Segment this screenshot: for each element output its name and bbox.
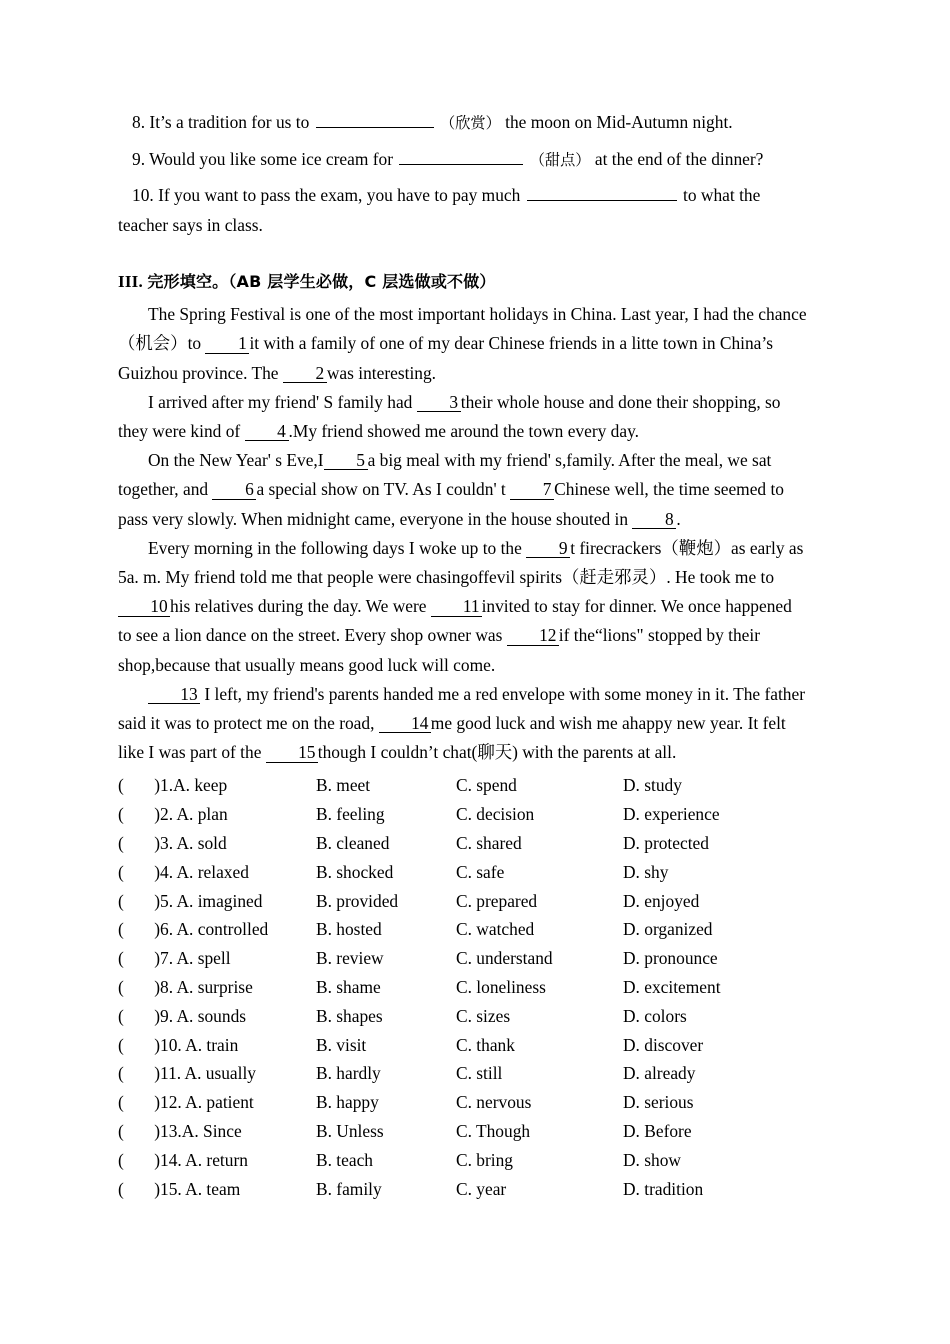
option-choice-c[interactable]: C. prepared <box>456 890 538 911</box>
passage-text: I left, my friend's parents handed me a red envelope with some money in it. The father said it was to protect me on the road, <box>118 683 806 734</box>
option-choice-c[interactable]: C. safe <box>456 861 505 882</box>
option-choice-b[interactable]: B. shocked <box>316 861 394 882</box>
option-number: 1. <box>160 775 174 796</box>
option-choice-a[interactable]: ( )1.A. keep <box>118 775 228 796</box>
option-choice-a[interactable]: ( )7. A. spell <box>118 948 231 969</box>
option-number: 13. <box>160 1121 182 1142</box>
option-number: 8. <box>160 977 177 998</box>
option-choice-d[interactable]: D. discover <box>623 1034 704 1055</box>
option-choice-c[interactable]: C. nervous <box>456 1092 532 1113</box>
item-number: 8. <box>132 112 146 132</box>
item-number: 10. <box>132 185 154 205</box>
option-choice-b[interactable]: B. happy <box>316 1092 379 1113</box>
answer-parenthesis[interactable]: ( ) <box>118 919 161 940</box>
option-choice-a[interactable]: ( )4. A. relaxed <box>118 861 249 882</box>
cloze-blank-13[interactable]: 13 <box>148 685 200 704</box>
option-choice-b[interactable]: B. family <box>316 1178 382 1199</box>
passage-text: On the New Year' s Eve,I <box>148 450 324 471</box>
option-row-14 <box>118 1146 808 1175</box>
passage-paragraph-5 <box>118 680 808 768</box>
answer-parenthesis[interactable]: ( ) <box>118 861 161 882</box>
option-number: 4. <box>160 861 177 882</box>
cloze-blank-7[interactable]: 7 <box>510 480 554 499</box>
option-choice-c[interactable]: C. year <box>456 1178 507 1199</box>
option-choice-a[interactable]: ( )11. A. usually <box>118 1063 257 1084</box>
option-choice-a[interactable]: ( )13.A. Since <box>118 1121 242 1142</box>
option-choice-a[interactable]: ( )6. A. controlled <box>118 919 269 940</box>
cloze-blank-2[interactable]: 2 <box>283 364 327 383</box>
option-choice-b[interactable]: B. cleaned <box>316 833 390 854</box>
passage-paragraph-2 <box>118 388 808 446</box>
option-choice-c[interactable]: C. loneliness <box>456 977 546 998</box>
option-number: 5. <box>160 890 177 911</box>
option-choice-a[interactable]: ( )2. A. plan <box>118 804 228 825</box>
fill-in-blank-section <box>118 108 808 240</box>
option-row-12 <box>118 1088 808 1117</box>
option-choice-d[interactable]: D. study <box>623 775 682 796</box>
answer-blank[interactable] <box>527 185 677 201</box>
option-choice-d[interactable]: D. experience <box>623 804 720 825</box>
cloze-blank-6[interactable]: 6 <box>212 480 256 499</box>
passage-text: their whole house and done their shopping, so they were kind of <box>118 391 781 442</box>
option-choice-b[interactable]: B. feeling <box>316 804 385 825</box>
passage-text: Chinese well, the time seemed to pass very slowly. When midnight came, everyone in the house shouted in <box>118 479 784 529</box>
option-choice-a[interactable]: ( )10. A. train <box>118 1034 239 1055</box>
answer-parenthesis[interactable]: ( ) <box>118 804 161 825</box>
chinese-hint: （欣赏） <box>440 114 501 132</box>
section-heading <box>118 267 808 296</box>
passage-text: it with a family of one of my dear Chinese friends in a litte town in China’s Guizhou province. The <box>118 333 773 383</box>
passage-paragraph-3 <box>118 446 808 534</box>
option-number: 6. <box>160 919 177 940</box>
option-row-15 <box>118 1175 808 1204</box>
option-choice-d[interactable]: D. Before <box>623 1121 692 1142</box>
option-number: 9. <box>160 1005 177 1026</box>
cloze-blank-14[interactable]: 14 <box>379 714 431 733</box>
fill-in-item-9 <box>118 145 808 176</box>
option-row-7 <box>118 944 808 973</box>
option-choice-a[interactable]: ( )12. A. patient <box>118 1092 254 1113</box>
option-row-4 <box>118 858 808 887</box>
cloze-passage <box>118 300 808 767</box>
option-row-9 <box>118 1002 808 1031</box>
item-text-after: at the end of the dinner? <box>594 148 764 169</box>
option-choice-d[interactable]: D. shy <box>623 861 669 882</box>
item-text-after: the moon on Mid-Autumn night. <box>505 112 733 132</box>
option-choice-a[interactable]: ( )9. A. sounds <box>118 1005 247 1026</box>
option-row-2 <box>118 800 808 829</box>
answer-parenthesis[interactable]: ( ) <box>118 1063 161 1084</box>
cloze-blank-8[interactable]: 8 <box>632 510 676 529</box>
passage-text: a big meal with my friend' s,family. After the meal, we sat together, and <box>118 450 772 500</box>
cloze-blank-3[interactable]: 3 <box>417 393 461 412</box>
answer-parenthesis[interactable]: ( ) <box>118 890 161 911</box>
option-choice-b[interactable]: B. visit <box>316 1034 367 1055</box>
passage-text: .My friend showed me around the town every day. <box>288 421 639 442</box>
chinese-hint: （甜点） <box>529 150 591 169</box>
option-choice-c[interactable]: C. thank <box>456 1034 515 1055</box>
cloze-blank-4[interactable]: 4 <box>245 422 289 441</box>
option-choice-d[interactable]: D. protected <box>623 833 709 854</box>
option-row-5 <box>118 887 808 916</box>
cloze-blank-1[interactable]: 1 <box>205 334 249 353</box>
answer-parenthesis[interactable]: ( ) <box>118 1005 161 1026</box>
cloze-blank-12[interactable]: 12 <box>507 626 559 645</box>
option-choice-c[interactable]: C. sizes <box>456 1005 511 1026</box>
item-text-before: Would you like some ice cream for <box>149 148 394 169</box>
option-choice-c[interactable]: C. spend <box>456 775 517 796</box>
option-choice-b[interactable]: B. teach <box>316 1149 373 1170</box>
option-choice-b[interactable]: B. hosted <box>316 919 382 940</box>
option-choice-a[interactable]: ( )14. A. return <box>118 1149 248 1170</box>
option-choice-d[interactable]: D. serious <box>623 1092 694 1113</box>
cloze-blank-10[interactable]: 10 <box>118 597 170 616</box>
cloze-blank-5[interactable]: 5 <box>324 451 368 470</box>
option-row-13 <box>118 1117 808 1146</box>
passage-text: The Spring Festival is one of the most important holidays in China. Last year, I had the chance（机会）to <box>118 304 807 354</box>
option-choice-c[interactable]: C. decision <box>456 804 535 825</box>
passage-text: if the“lions" stopped by their shop,because that usually means good luck will come. <box>118 625 761 675</box>
option-choice-b[interactable]: B. meet <box>316 775 371 796</box>
option-choice-d[interactable]: D. excitement <box>623 977 721 998</box>
option-choice-b[interactable]: B. provided <box>316 890 399 911</box>
option-number: 2. <box>160 804 177 825</box>
option-number: 3. <box>160 833 177 854</box>
item-number: 9. <box>132 148 146 169</box>
answer-parenthesis[interactable]: ( ) <box>118 1178 161 1199</box>
option-choice-a[interactable]: ( )3. A. sold <box>118 833 227 854</box>
option-choice-c[interactable]: C. still <box>456 1063 503 1084</box>
option-choice-c[interactable]: C. understand <box>456 948 553 969</box>
cloze-blank-9[interactable]: 9 <box>526 539 570 558</box>
option-choice-d[interactable]: D. pronounce <box>623 948 718 969</box>
passage-text: Every morning in the following days I woke up to the <box>148 537 527 558</box>
option-choice-a[interactable]: ( )15. A. team <box>118 1178 241 1199</box>
answer-parenthesis[interactable]: ( ) <box>118 775 161 796</box>
passage-text: . <box>676 508 681 529</box>
option-choice-d[interactable]: D. colors <box>623 1005 687 1026</box>
option-number: 12. <box>160 1092 186 1113</box>
cloze-blank-15[interactable]: 15 <box>266 743 318 762</box>
passage-text: was interesting. <box>326 362 437 383</box>
option-choice-c[interactable]: C. Though <box>456 1121 531 1142</box>
option-choice-b[interactable]: B. shame <box>316 977 381 998</box>
answer-parenthesis[interactable]: ( ) <box>118 1149 161 1170</box>
option-number: 10. <box>160 1034 186 1055</box>
option-choice-c[interactable]: C. watched <box>456 919 535 940</box>
option-number: 15. <box>160 1178 186 1199</box>
option-row-8 <box>118 973 808 1002</box>
option-number: 14. <box>160 1149 186 1170</box>
option-number: 11. <box>160 1063 185 1084</box>
item-text-after: to what the teacher says in class. <box>118 185 761 235</box>
option-row-1 <box>118 771 808 800</box>
option-choice-a[interactable]: ( )8. A. surprise <box>118 977 253 998</box>
option-choice-c[interactable]: C. shared <box>456 833 522 854</box>
option-choice-a[interactable]: ( )5. A. imagined <box>118 890 263 911</box>
item-text-before: If you want to pass the exam, you have to pay much <box>158 185 521 205</box>
document-body <box>118 108 808 1203</box>
answer-parenthesis[interactable]: ( ) <box>118 948 161 969</box>
option-row-3 <box>118 829 808 858</box>
cloze-blank-11[interactable]: 11 <box>431 597 482 616</box>
option-choice-d[interactable]: D. enjoyed <box>623 890 700 911</box>
passage-text: though I couldn’t chat(聊天) with the parents at all. <box>317 742 677 763</box>
option-number: 7. <box>160 948 177 969</box>
option-row-10 <box>118 1031 808 1060</box>
answer-parenthesis[interactable]: ( ) <box>118 833 161 854</box>
option-row-6 <box>118 915 808 944</box>
fill-in-item-10 <box>118 181 808 240</box>
option-choice-d[interactable]: D. show <box>623 1149 681 1170</box>
option-choice-b[interactable]: B. hardly <box>316 1063 381 1084</box>
option-choice-d[interactable]: D. organized <box>623 919 713 940</box>
passage-text: a special show on TV. As I couldn' t <box>256 479 511 500</box>
option-choice-b[interactable]: B. shapes <box>316 1005 383 1026</box>
option-choice-c[interactable]: C. bring <box>456 1149 514 1170</box>
passage-text: t firecrackers（鞭炮）as early as 5a. m. My friend told me that people were chasingoffevil spirits（赶走邪灵）. He took me to <box>118 537 804 588</box>
passage-text: his relatives during the day. We were <box>170 596 431 617</box>
option-choice-d[interactable]: D. already <box>623 1063 696 1084</box>
answer-blank[interactable] <box>399 149 523 165</box>
passage-paragraph-4 <box>118 534 808 680</box>
answer-parenthesis[interactable]: ( ) <box>118 1092 161 1113</box>
item-text-before: It’s a tradition for us to <box>149 112 310 132</box>
passage-text: invited to stay for dinner. We once happened to see a lion dance on the street. Every shop owner was <box>118 596 792 646</box>
section-label: III. <box>118 272 143 291</box>
answer-parenthesis[interactable]: ( ) <box>118 977 161 998</box>
option-choice-d[interactable]: D. tradition <box>623 1178 704 1199</box>
option-choice-b[interactable]: B. Unless <box>316 1121 384 1142</box>
fill-in-item-8 <box>118 108 808 139</box>
answer-parenthesis[interactable]: ( ) <box>118 1121 161 1142</box>
option-choice-b[interactable]: B. review <box>316 948 384 969</box>
section-title: 完形填空。（AB 层学生必做，C 层选做或不做） <box>147 272 496 291</box>
passage-paragraph-1 <box>118 300 808 388</box>
passage-text: I arrived after my friend' S family had <box>148 391 417 412</box>
answer-blank[interactable] <box>316 112 434 128</box>
answer-parenthesis[interactable]: ( ) <box>118 1034 161 1055</box>
passage-text: me good luck and wish me ahappy new year. It felt like I was part of the <box>118 713 786 763</box>
multiple-choice-list <box>118 771 808 1203</box>
option-row-11 <box>118 1059 808 1088</box>
